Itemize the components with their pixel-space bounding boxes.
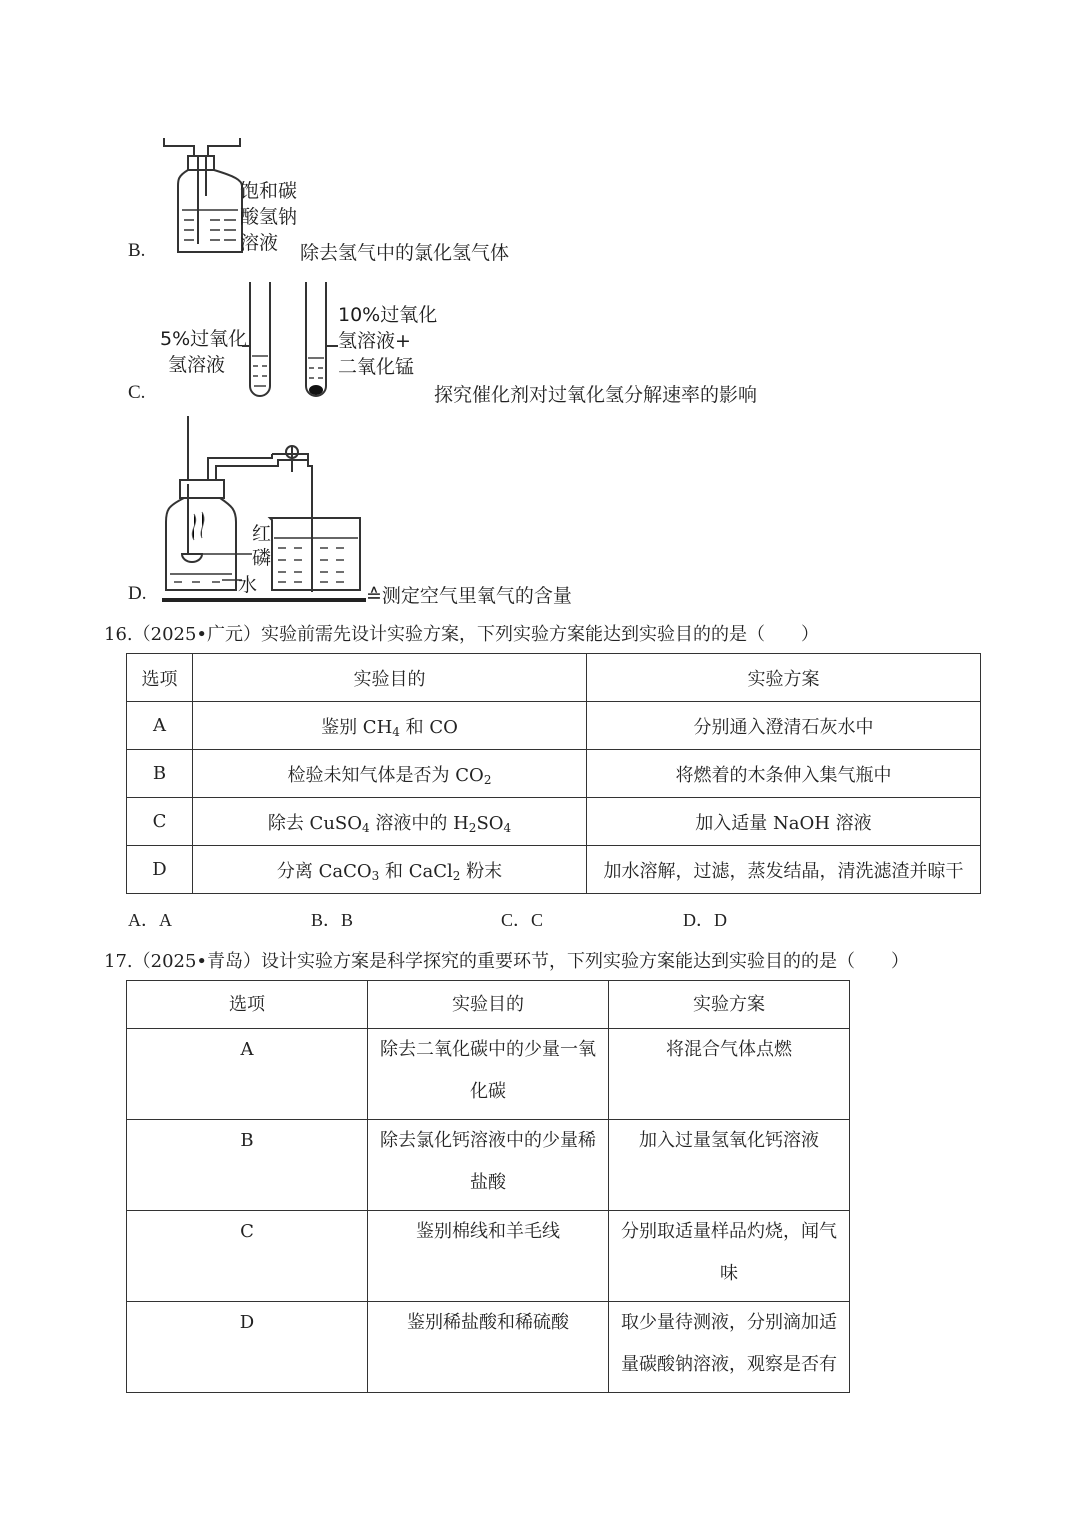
row-plan: 加入适量 NaOH 溶液 (587, 798, 981, 846)
row-option: A (127, 702, 193, 750)
option-c-letter: C. (128, 382, 146, 403)
question-16-answer-c: C．C (501, 910, 544, 930)
row-goal: 分离 CaCO$_3$ 和 CaCl$_2$ 粉末 (193, 846, 587, 894)
header-option: 选项 (127, 981, 368, 1029)
table-row (127, 798, 981, 846)
header-plan: 实验方案 (609, 981, 850, 1029)
red-phosphorus-label: 红 磷 (252, 523, 272, 569)
row-plan: 加水溶解，过滤，蒸发结晶，清洗滤渣并晾干 (587, 846, 981, 894)
table-row (127, 1120, 850, 1211)
row-option: C (127, 798, 193, 846)
table-header-row (127, 654, 981, 702)
row-goal: 除去 CuSO$_4$ 溶液中的 $H_2SO_4$ (193, 798, 587, 846)
row-plan: 分别通入澄清石灰水中 (587, 702, 981, 750)
option-b-caption: 除去氢气中的氯化氢气体 (300, 242, 510, 264)
table-row (127, 846, 981, 894)
sodium-bicarbonate-label: 饱和碳 酸氢钠 溶液 (240, 180, 298, 254)
row-goal: 鉴别 $CH_4$ 和 CO (193, 702, 587, 750)
row-goal: 检验未知气体是否为 $CO_2$ (193, 750, 587, 798)
row-option: B (127, 1120, 368, 1211)
option-c-caption: 探究催化剂对过氧化氢分解速率的影响 (434, 384, 758, 406)
h2o2-5-label: 5%过氧化 氢溶液 (160, 328, 248, 376)
option-d-caption: ≙测定空气里氧气的含量 (366, 585, 572, 607)
row-goal: 除去氯化钙溶液中的少量稀 盐酸 (368, 1120, 609, 1211)
water-label: 水 (238, 574, 258, 596)
header-goal: 实验目的 (193, 654, 587, 702)
table-header-row (127, 981, 850, 1029)
table-row (127, 1029, 850, 1120)
row-option: C (127, 1211, 368, 1302)
question-17-table (126, 980, 850, 1393)
row-plan: 将混合气体点燃 (609, 1029, 850, 1120)
option-b-letter: B. (128, 240, 146, 261)
test-tubes-diagram (240, 278, 350, 400)
row-plan: 取少量待测液，分别滴加适 量碳酸钠溶液，观察是否有 (609, 1302, 850, 1393)
question-16-answer-a: A．A (128, 910, 172, 930)
row-plan: 分别取适量样品灼烧，闻气 味 (609, 1211, 850, 1302)
row-goal: 鉴别稀盐酸和稀硫酸 (368, 1302, 609, 1393)
option-d-letter: D. (128, 583, 147, 604)
h2o2-10-mno2-label: 10%过氧化 氢溶液+ 二氧化锰 (338, 304, 438, 378)
row-plan: 加入过量氢氧化钙溶液 (609, 1120, 850, 1211)
row-option: B (127, 750, 193, 798)
row-option: A (127, 1029, 368, 1120)
question-16-answer-b: B．B (311, 910, 354, 930)
row-plan: 将燃着的木条伸入集气瓶中 (587, 750, 981, 798)
question-16-table (126, 653, 981, 894)
row-option: D (127, 1302, 368, 1393)
header-plan: 实验方案 (587, 654, 981, 702)
row-goal: 鉴别棉线和羊毛线 (368, 1211, 609, 1302)
oxygen-content-apparatus-diagram (160, 414, 370, 604)
row-goal: 除去二氧化碳中的少量一氧 化碳 (368, 1029, 609, 1120)
row-option: D (127, 846, 193, 894)
question-16-answer-d: D．D (683, 910, 727, 930)
table-row (127, 750, 981, 798)
table-row (127, 1211, 850, 1302)
question-17-stem: 17.（2025•青岛）设计实验方案是科学探究的重要环节，下列实验方案能达到实验目的的是（ ） (104, 951, 910, 972)
header-option: 选项 (127, 654, 193, 702)
table-row (127, 1302, 850, 1393)
table-row (127, 702, 981, 750)
header-goal: 实验目的 (368, 981, 609, 1029)
question-16-stem: 16.（2025•广元）实验前需先设计实验方案，下列实验方案能达到实验目的的是（ ） (104, 624, 820, 645)
